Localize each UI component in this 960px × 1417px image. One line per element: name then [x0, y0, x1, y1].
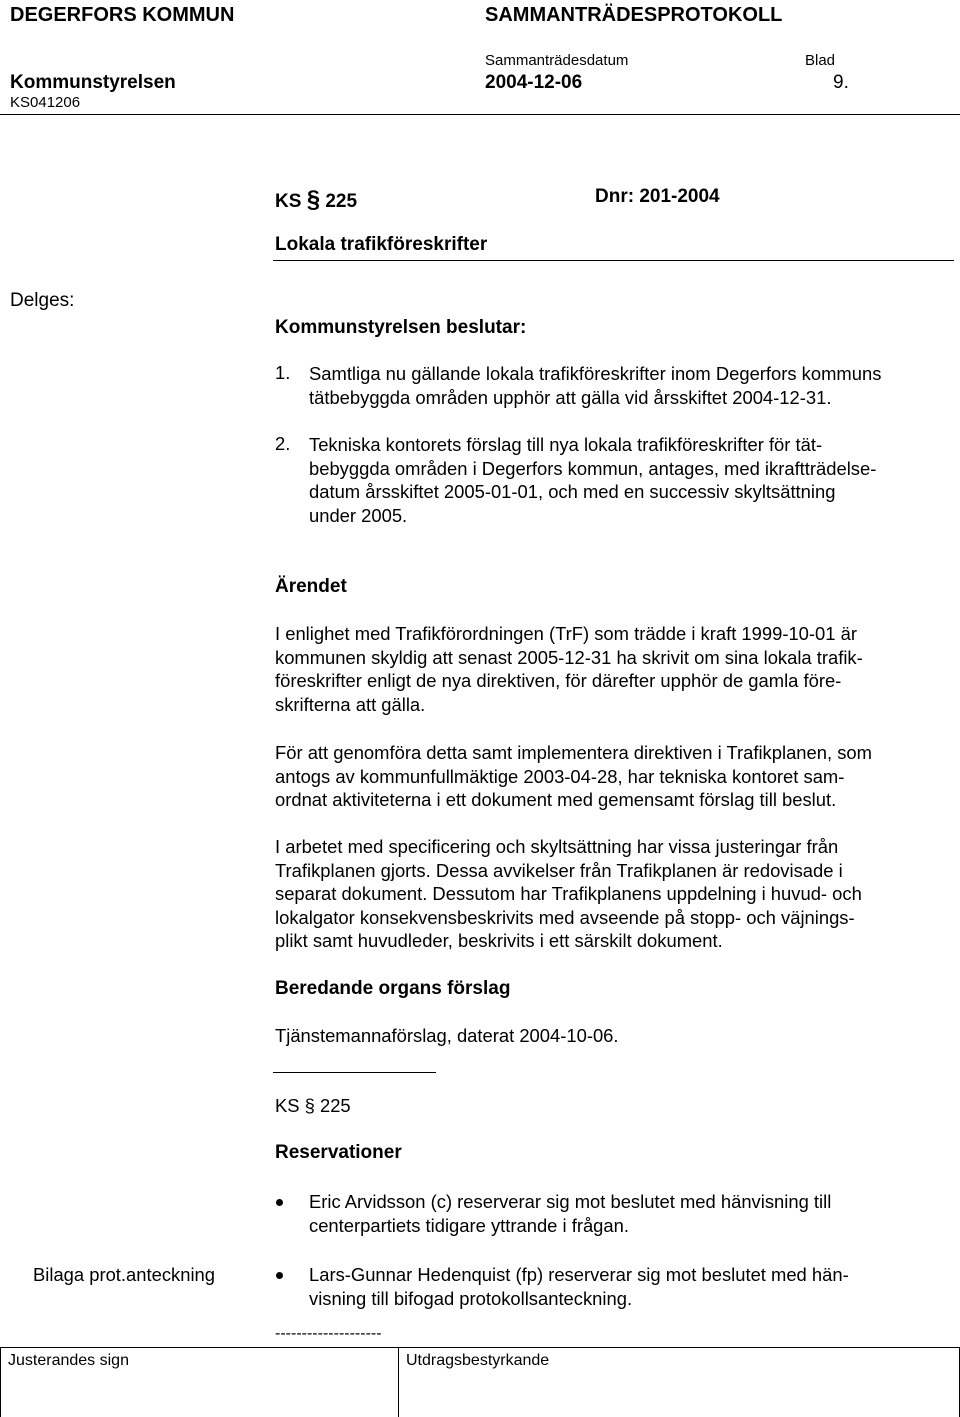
text-line: datum årsskiftet 2005-01-01, och med en successiv skyltsättning	[309, 481, 836, 502]
decision-item-number: 2.	[275, 433, 291, 454]
case-number: Dnr: 201-2004	[595, 186, 720, 207]
text-line: föreskrifter enligt de nya direktiven, för därefter upphör de gamla före-	[275, 670, 842, 691]
justerandes-sign-label: Justerandes sign	[8, 1352, 129, 1369]
utdragsbestyrkande-label: Utdragsbestyrkande	[406, 1352, 550, 1369]
text-line: Tekniska kontorets förslag till nya lokala trafikföreskrifter för tät-	[309, 434, 823, 455]
case-title: Lokala trafikföreskrifter	[275, 234, 488, 255]
title-underline	[273, 260, 954, 261]
footer-left-border	[0, 1347, 1, 1417]
decision-heading: Kommunstyrelsen beslutar:	[275, 317, 527, 338]
meeting-date: 2004-12-06	[485, 72, 583, 93]
municipality-name: DEGERFORS KOMMUN	[10, 4, 235, 26]
text-line: lokalgator konsekvensbeskrivits med avseende på stopp- och väjnings-	[275, 906, 855, 928]
text-line: Samtliga nu gällande lokala trafikföreskrifter inom Degerfors kommuns	[309, 363, 882, 384]
arendet-paragraph-2	[275, 741, 872, 812]
reference-code: KS041206	[10, 94, 81, 111]
text-line: För att genomföra detta samt implementera direktiven i Trafikplanen, som	[275, 742, 872, 763]
arendet-heading: Ärendet	[275, 576, 347, 597]
bilaga-label: Bilaga prot.anteckning	[33, 1264, 215, 1285]
section-separator	[273, 1072, 436, 1073]
document-type: SAMMANTRÄDESPROTOKOLL	[485, 4, 783, 26]
text-line: antogs av kommunfullmäktige 2003-04-28, har tekniska kontoret sam-	[275, 765, 845, 787]
text-line: bebyggda områden i Degerfors kommun, antages, med ikraftträdelse-	[309, 457, 877, 479]
date-label: Sammanträdesdatum	[485, 52, 629, 69]
delges-label: Delges:	[10, 290, 75, 311]
decision-item-2	[309, 433, 876, 527]
arendet-paragraph-1	[275, 622, 863, 716]
committee-name: Kommunstyrelsen	[10, 72, 176, 93]
text-line: Lars-Gunnar Hedenquist (fp) reserverar sig mot beslutet med hän-	[309, 1264, 849, 1285]
text-line: kommunen skyldig att senast 2005-12-31 ha skrivit om sina lokala trafik-	[275, 646, 863, 668]
dash-line: --------------------	[275, 1325, 382, 1342]
decision-item-number: 1.	[275, 362, 291, 383]
text-line: centerpartiets tidigare yttrande i frågan.	[309, 1214, 629, 1236]
text-line: tätbebyggda områden upphör att gälla vid årsskiftet 2004-12-31.	[309, 386, 832, 408]
reservation-item-1	[309, 1190, 831, 1237]
footer-top-border	[0, 1347, 960, 1348]
text-line: under 2005.	[309, 504, 408, 526]
text-line: plikt samt huvudleder, beskrivits i ett särskilt dokument.	[275, 930, 723, 951]
text-line: Trafikplanen gjorts. Dessa avvikelser från Trafikplanen är redovisade i	[275, 859, 843, 881]
reservation-item-2	[309, 1263, 849, 1310]
text-line: I enlighet med Trafikförordningen (TrF) som trädde i kraft 1999-10-01 är	[275, 623, 857, 644]
repeat-section-label: KS § 225	[275, 1095, 351, 1116]
footer-divider	[398, 1347, 399, 1417]
section-prefix: KS	[275, 191, 302, 212]
beredande-heading: Beredande organs förslag	[275, 978, 511, 999]
section-sign: §	[306, 186, 321, 213]
text-line: separat dokument. Dessutom har Trafikplanens uppdelning i huvud- och	[275, 883, 862, 904]
page-label: Blad	[805, 52, 836, 69]
bullet-icon	[276, 1272, 283, 1279]
text-line: Eric Arvidsson (c) reserverar sig mot beslutet med hänvisning till	[309, 1191, 832, 1212]
section-number: 225	[325, 191, 358, 212]
section-heading	[275, 186, 357, 214]
text-line: visning till bifogad protokollsanteckning.	[309, 1287, 633, 1309]
text-line: ordnat aktiviteterna i ett dokument med gemensamt förslag till beslut.	[275, 789, 837, 810]
header-divider	[0, 114, 960, 115]
decision-item-1	[309, 362, 881, 409]
page-number: 9.	[833, 72, 849, 93]
arendet-paragraph-3	[275, 835, 862, 953]
reservationer-heading: Reservationer	[275, 1142, 402, 1163]
text-line: I arbetet med specificering och skyltsättning har vissa justeringar från	[275, 836, 839, 857]
bullet-icon	[276, 1199, 283, 1206]
text-line: skrifterna att gälla.	[275, 693, 426, 715]
beredande-text: Tjänstemannaförslag, daterat 2004-10-06.	[275, 1025, 619, 1046]
